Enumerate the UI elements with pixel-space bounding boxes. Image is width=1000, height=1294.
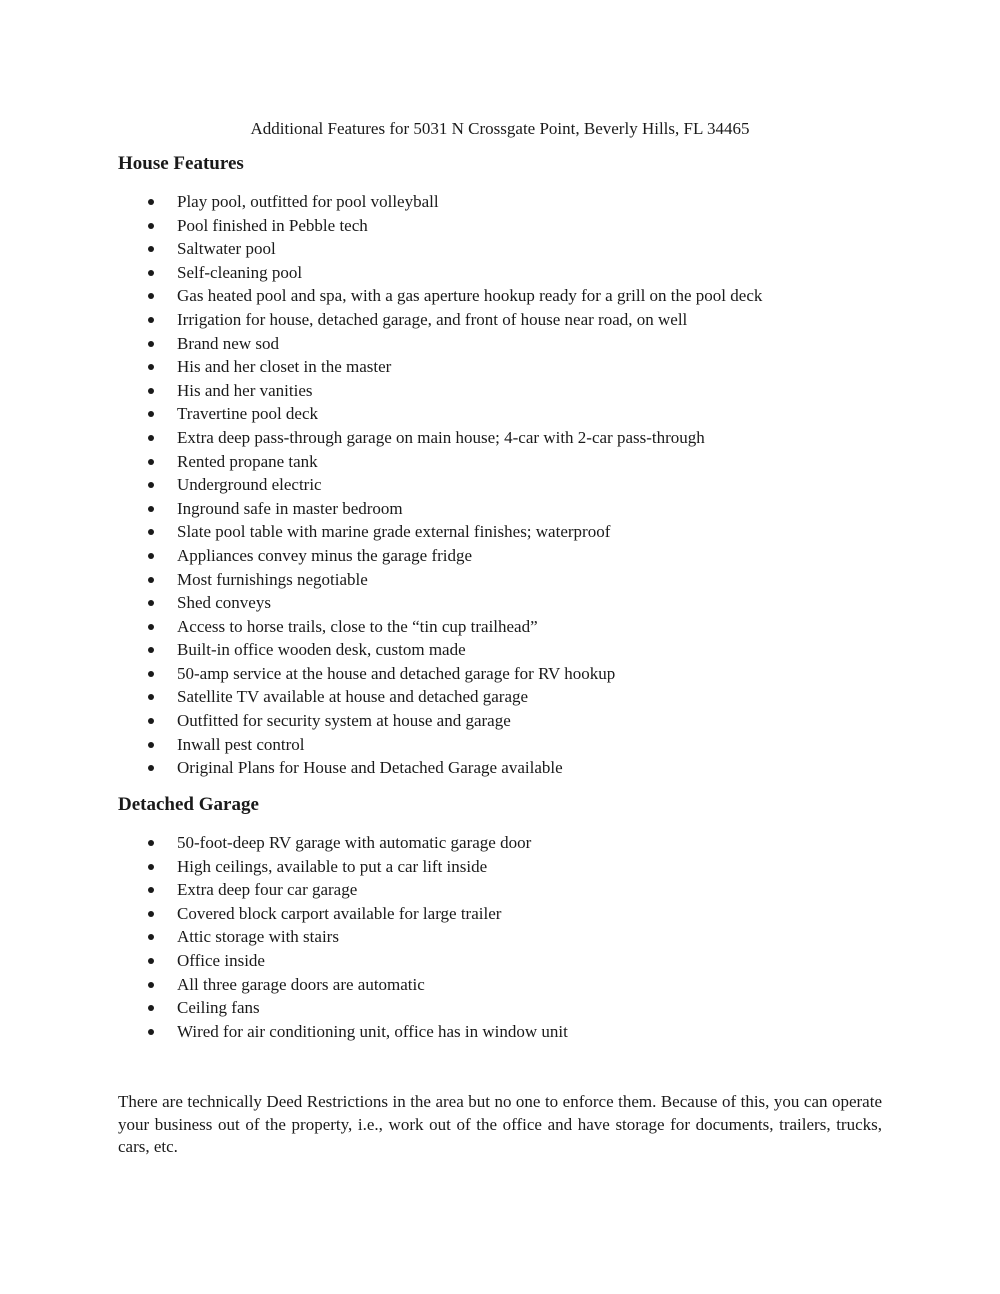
bullet-icon (148, 934, 154, 940)
bullet-icon (148, 459, 154, 465)
list-item (118, 237, 888, 261)
list-item-text: Underground electric (177, 475, 322, 495)
detached-garage-section (118, 793, 888, 1043)
bullet-icon (148, 270, 154, 276)
list-item-text: Gas heated pool and spa, with a gas aperture hookup ready for a grill on the pool deck (177, 286, 763, 306)
bullet-icon (148, 199, 154, 205)
list-item (118, 402, 888, 426)
list-item (118, 855, 888, 879)
bullet-icon (148, 317, 154, 323)
list-item-text: Original Plans for House and Detached Garage available (177, 758, 563, 778)
list-item-text: Irrigation for house, detached garage, and front of house near road, on well (177, 309, 688, 329)
list-item-text: Shed conveys (177, 593, 271, 613)
list-item (118, 615, 888, 639)
list-item-text: Extra deep pass-through garage on main house; 4-car with 2-car pass-through (177, 427, 705, 447)
list-item-text: Satellite TV available at house and detached garage (177, 687, 529, 707)
bullet-icon (148, 577, 154, 583)
list-item (118, 426, 888, 450)
list-item (118, 756, 888, 780)
list-item-text: Office inside (177, 950, 265, 970)
list-item (118, 261, 888, 285)
list-item (118, 450, 888, 474)
list-item (118, 544, 888, 568)
list-item (118, 214, 888, 238)
list-item (118, 662, 888, 686)
bullet-icon (148, 765, 154, 771)
list-item-text: Ceiling fans (177, 998, 260, 1018)
list-item-text: All three garage doors are automatic (177, 974, 425, 994)
bullet-icon (148, 647, 154, 653)
list-item (118, 355, 888, 379)
list-item-text: Inwall pest control (177, 734, 305, 754)
list-item-text: Most furnishings negotiable (177, 569, 368, 589)
list-item (118, 973, 888, 997)
bullet-icon (148, 435, 154, 441)
list-item (118, 379, 888, 403)
bullet-icon (148, 864, 154, 870)
bullet-icon (148, 887, 154, 893)
bullet-icon (148, 694, 154, 700)
list-item-text: Covered block carport available for large trailer (177, 903, 502, 923)
list-item-text: Built-in office wooden desk, custom made (177, 640, 466, 660)
house-features-heading: House Features (118, 153, 244, 174)
list-item-text: Extra deep four car garage (177, 880, 358, 900)
detached-garage-list (118, 831, 888, 1043)
list-item (118, 996, 888, 1020)
list-item (118, 497, 888, 521)
list-item-text: Rented propane tank (177, 451, 318, 471)
list-item (118, 925, 888, 949)
bullet-icon (148, 600, 154, 606)
list-item-text: Pool finished in Pebble tech (177, 215, 368, 235)
list-item-text: His and her vanities (177, 380, 313, 400)
list-item-text: Wired for air conditioning unit, office has in window unit (177, 1021, 568, 1041)
bullet-icon (148, 742, 154, 748)
bullet-icon (148, 506, 154, 512)
list-item-text: Brand new sod (177, 333, 279, 353)
bullet-icon (148, 553, 154, 559)
list-item (118, 568, 888, 592)
list-item (118, 638, 888, 662)
bullet-icon (148, 840, 154, 846)
list-item (118, 520, 888, 544)
list-item-text: 50-foot-deep RV garage with automatic garage door (177, 833, 532, 852)
bullet-icon (148, 982, 154, 988)
list-item-text: Slate pool table with marine grade external finishes; waterproof (177, 522, 611, 542)
bullet-icon (148, 671, 154, 677)
list-item-text: High ceilings, available to put a car lift inside (177, 856, 488, 876)
list-item (118, 878, 888, 902)
list-item-text: Attic storage with stairs (177, 927, 339, 947)
list-item (118, 190, 888, 214)
bullet-icon (148, 1005, 154, 1011)
list-item-text: Travertine pool deck (177, 404, 319, 424)
list-item-text: 50-amp service at the house and detached garage for RV hookup (177, 663, 616, 683)
bullet-icon (148, 718, 154, 724)
list-item (118, 473, 888, 497)
list-item (118, 332, 888, 356)
list-item (118, 709, 888, 733)
bullet-icon (148, 529, 154, 535)
bullet-icon (148, 911, 154, 917)
list-item (118, 308, 888, 332)
bullet-icon (148, 958, 154, 964)
house-features-section (118, 152, 888, 780)
deed-restrictions-paragraph: There are technically Deed Restrictions in the area but no one to enforce them. Because of this, you can operate your business out of the property, i.e., work out of the office and have storage for documents, trailers, trucks, cars, etc. (118, 1092, 882, 1156)
list-item-text: Access to horse trails, close to the “tin cup trailhead” (177, 616, 538, 636)
bullet-icon (148, 411, 154, 417)
list-item (118, 831, 888, 855)
list-item-text: Appliances convey minus the garage fridge (177, 545, 473, 565)
bullet-icon (148, 246, 154, 252)
house-features-list (118, 190, 888, 780)
bullet-icon (148, 341, 154, 347)
bullet-icon (148, 223, 154, 229)
bullet-icon (148, 1029, 154, 1035)
bullet-icon (148, 364, 154, 370)
list-item (118, 949, 888, 973)
list-item (118, 733, 888, 757)
bullet-icon (148, 293, 154, 299)
list-item-text: Play pool, outfitted for pool volleyball (177, 192, 439, 211)
list-item (118, 685, 888, 709)
list-item (118, 902, 888, 926)
list-item-text: Self-cleaning pool (177, 262, 303, 282)
list-item-text: Saltwater pool (177, 239, 276, 259)
list-item-text: Outfitted for security system at house and garage (177, 711, 511, 731)
list-item (118, 284, 888, 308)
bullet-icon (148, 624, 154, 630)
list-item (118, 591, 888, 615)
document-title: Additional Features for 5031 N Crossgate Point, Beverly Hills, FL 34465 (250, 119, 750, 138)
list-item-text: His and her closet in the master (177, 357, 392, 377)
list-item (118, 1020, 888, 1044)
list-item-text: Inground safe in master bedroom (177, 498, 403, 518)
detached-garage-heading: Detached Garage (118, 794, 259, 815)
bullet-icon (148, 388, 154, 394)
bullet-icon (148, 482, 154, 488)
